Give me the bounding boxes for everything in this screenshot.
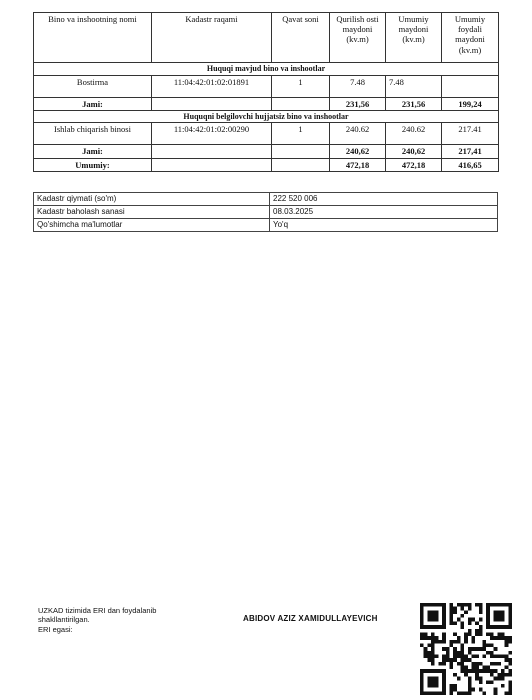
header-useful-area: Umumiy foydali maydoni (kv.m) (442, 13, 499, 63)
empty-cell (152, 158, 272, 171)
section2-title: Huquqni belgilovchi hujjatsiz bino va inshootlar (34, 110, 499, 123)
table-row (34, 123, 499, 145)
section2-total-row (34, 145, 499, 158)
cadastre-info-table (33, 192, 498, 232)
table-row (34, 75, 499, 97)
info-row (34, 193, 498, 206)
row-cadastre: 11:04:42:01:02:00290 (152, 123, 272, 145)
empty-cell (152, 97, 272, 110)
total-useful-area: 199,24 (442, 97, 499, 110)
header-cadastre: Kadastr raqami (152, 13, 272, 63)
grand-total-label: Umumiy: (34, 158, 152, 171)
empty-cell (272, 158, 330, 171)
grand-total-base-area: 472,18 (330, 158, 386, 171)
empty-cell (272, 97, 330, 110)
info-row (34, 219, 498, 232)
section1-title-row (34, 63, 499, 76)
header-total-area: Umumiy maydoni (kv.m) (386, 13, 442, 63)
empty-cell (272, 145, 330, 158)
total-base-area: 240,62 (330, 145, 386, 158)
row-floors: 1 (272, 123, 330, 145)
grand-total-row (34, 158, 499, 171)
total-base-area: 231,56 (330, 97, 386, 110)
header-name: Bino va inshootning nomi (34, 13, 152, 63)
row-floors: 1 (272, 75, 330, 97)
row-cadastre: 11:04:42:01:02:01891 (152, 75, 272, 97)
section1-title: Huquqi mavjud bino va inshootlar (34, 63, 499, 76)
info-row (34, 206, 498, 219)
grand-total-useful-area: 416,65 (442, 158, 499, 171)
total-label: Jami: (34, 97, 152, 110)
table-header-row (34, 13, 499, 63)
signature-owner: ABIDOV AZIZ XAMIDULLAYEVICH (243, 614, 378, 623)
header-base-area: Qurilish osti maydoni (kv.m) (330, 13, 386, 63)
info-label: Qo'shimcha ma'lumotlar (34, 219, 270, 232)
row-name: Bostirma (34, 75, 152, 97)
section2-title-row (34, 110, 499, 123)
info-value: 08.03.2025 (270, 206, 498, 219)
info-value: 222 520 006 (270, 193, 498, 206)
row-base-area: 7.48 (330, 75, 386, 97)
signature-note-line2: ERI egasi: (38, 624, 73, 634)
section1-total-row (34, 97, 499, 110)
row-total-area: 240.62 (386, 123, 442, 145)
info-label: Kadastr qiymati (so'm) (34, 193, 270, 206)
row-useful-area (442, 75, 499, 97)
info-value: Yo'q (270, 219, 498, 232)
signature-note-line1: UZKAD tizimida ERI dan foydalanib shakllantirilgan. (38, 606, 157, 625)
row-name: Ishlab chiqarish binosi (34, 123, 152, 145)
total-useful-area: 217,41 (442, 145, 499, 158)
buildings-table (33, 12, 499, 172)
row-useful-area: 217.41 (442, 123, 499, 145)
info-label: Kadastr baholash sanasi (34, 206, 270, 219)
header-floors: Qavat soni (272, 13, 330, 63)
empty-cell (152, 145, 272, 158)
total-total-area: 240,62 (386, 145, 442, 158)
row-base-area: 240.62 (330, 123, 386, 145)
total-label: Jami: (34, 145, 152, 158)
grand-total-total-area: 472,18 (386, 158, 442, 171)
row-total-area: 7.48 (386, 75, 442, 97)
total-total-area: 231,56 (386, 97, 442, 110)
signature-note (38, 606, 168, 634)
qr-code-icon[interactable] (420, 603, 512, 695)
